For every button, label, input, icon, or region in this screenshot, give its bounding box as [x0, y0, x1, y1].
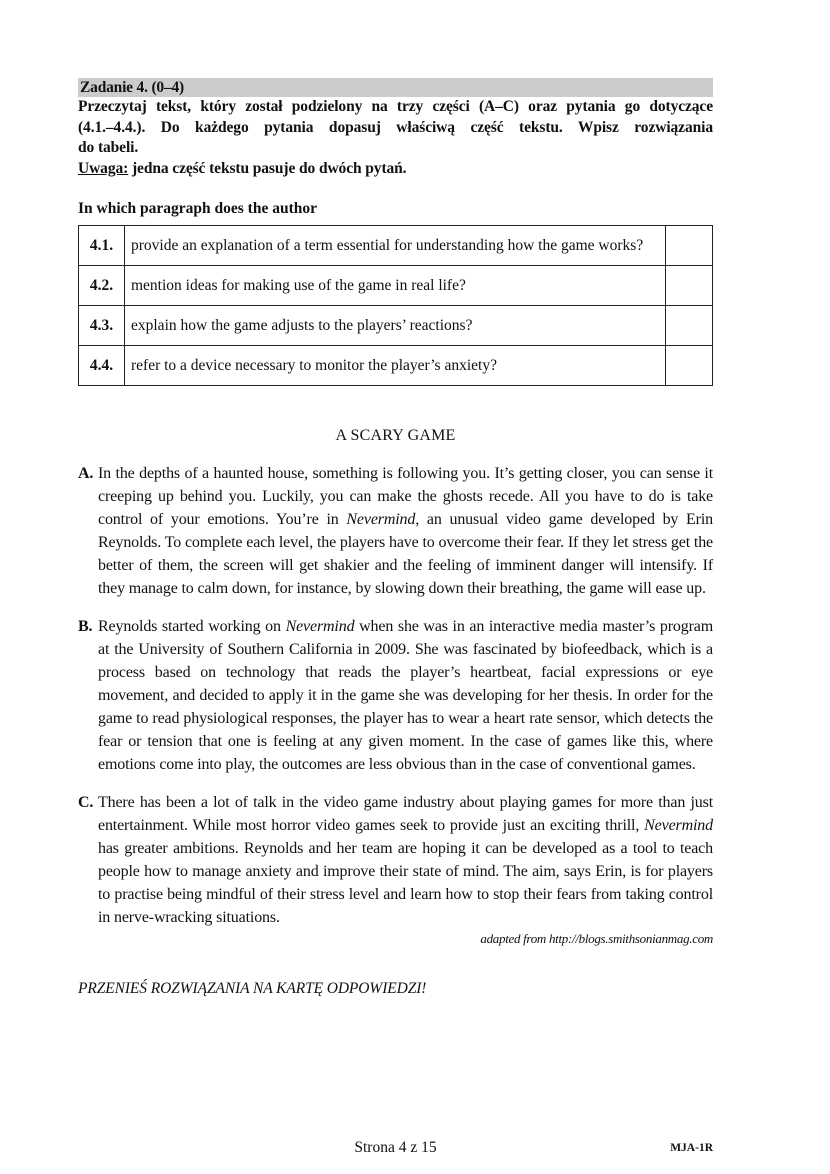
exam-code: MJA-1R: [670, 1142, 713, 1154]
paragraph-c: [78, 791, 713, 929]
table-row: [79, 346, 713, 386]
question-text: provide an explanation of a term essential for understanding how the game works?: [125, 226, 666, 266]
instruction-line: do tabeli.: [78, 139, 139, 156]
question-text: mention ideas for making use of the game in real life?: [125, 266, 666, 306]
question-text: explain how the game adjusts to the players’ reactions?: [125, 306, 666, 346]
text-segment: when she was in an interactive media master’s program at the University of Southern California in 2009. She was fascinated by biofeedback, which is a process based on technology that reads the player’s heartbeat, facial expressions or eye movement, and decided to apply it in the game she was developing for her thesis. In order for the game to read physiological responses, the player has to wear a heart rate sensor, which detects the fear or tension that one is feeling at any given moment. In the case of games like this, where emotions come into play, the outcomes are less obvious than in the case of conventional games.: [98, 618, 713, 773]
story-title: A SCARY GAME: [335, 427, 456, 444]
questions-table: [78, 225, 713, 386]
task-header: Zadanie 4. (0–4): [78, 78, 713, 97]
question-text: refer to a device necessary to monitor the player’s anxiety?: [125, 346, 666, 386]
table-row: [79, 266, 713, 306]
transfer-notice: PRZENIEŚ ROZWIĄZANIA NA KARTĘ ODPOWIEDZI!: [78, 980, 427, 997]
task-note: [78, 159, 713, 180]
paragraph-text: [98, 618, 713, 773]
text-segment: There has been a lot of talk in the video game industry about playing games for more than just entertainment. While most horror video games seek to provide just an exciting thrill,: [98, 794, 713, 834]
page-number: Strona 4 z 15: [354, 1139, 437, 1156]
paragraph-a: [78, 462, 713, 600]
text-segment: Reynolds started working on: [98, 618, 286, 635]
instruction-line: Przeczytaj tekst, który został podzielony na trzy części (A–C) oraz pytania go dotyczące: [78, 98, 713, 115]
answer-cell[interactable]: [666, 346, 713, 386]
game-title: Nevermind: [644, 817, 713, 834]
answer-cell[interactable]: [666, 226, 713, 266]
paragraph-text: [98, 465, 713, 597]
paragraph-label: B.: [78, 618, 93, 635]
question-number: 4.2.: [79, 266, 125, 306]
page-footer: [78, 1138, 713, 1158]
question-number: 4.4.: [79, 346, 125, 386]
source-citation: adapted from http://blogs.smithsonianmag.com: [480, 931, 713, 946]
task-instructions: [78, 97, 713, 179]
note-label: Uwaga:: [78, 159, 129, 177]
text-segment: has greater ambitions. Reynolds and her team are hoping it can be developed as a tool to teach people how to manage anxiety and improve their state of mind. The aim, says Erin, is for players to practise being mindful of their stress level and learn how to stop their fears from taking control in nerve-wracking situations.: [98, 840, 713, 926]
game-title: Nevermind: [285, 618, 355, 635]
question-number: 4.1.: [79, 226, 125, 266]
paragraph-label: A.: [78, 465, 94, 482]
text-segment: In the depths of a haunted house, something is following you. It’s getting closer, you can sense it creeping up behind you. Luckily, you can make the ghosts recede. All you have to do is take control of your emotions. You’re in: [98, 465, 713, 528]
paragraph-text: [98, 794, 713, 926]
question-lead: In which paragraph does the author: [78, 200, 317, 217]
question-number: 4.3.: [79, 306, 125, 346]
text-segment: , an unusual video game developed by Erin Reynolds. To complete each level, the players have to overcome their fear. If they let stress get the better of them, the screen will get shakier and the feeling of imminent danger will intensify. If they manage to calm down, for instance, by slowing down their breathing, the game will ease up.: [98, 511, 714, 597]
table-row: [79, 306, 713, 346]
paragraph-b: [78, 615, 713, 776]
note-text: jedna część tekstu pasuje do dwóch pytań.: [128, 159, 407, 177]
table-row: [79, 226, 713, 266]
paragraph-label: C.: [78, 794, 94, 811]
exam-page: [78, 78, 713, 999]
answer-cell[interactable]: [666, 266, 713, 306]
game-title: Nevermind: [346, 511, 416, 528]
instruction-line: (4.1.–4.4.). Do każdego pytania dopasuj właściwą część tekstu. Wpisz rozwiązania: [78, 118, 713, 136]
answer-cell[interactable]: [666, 306, 713, 346]
